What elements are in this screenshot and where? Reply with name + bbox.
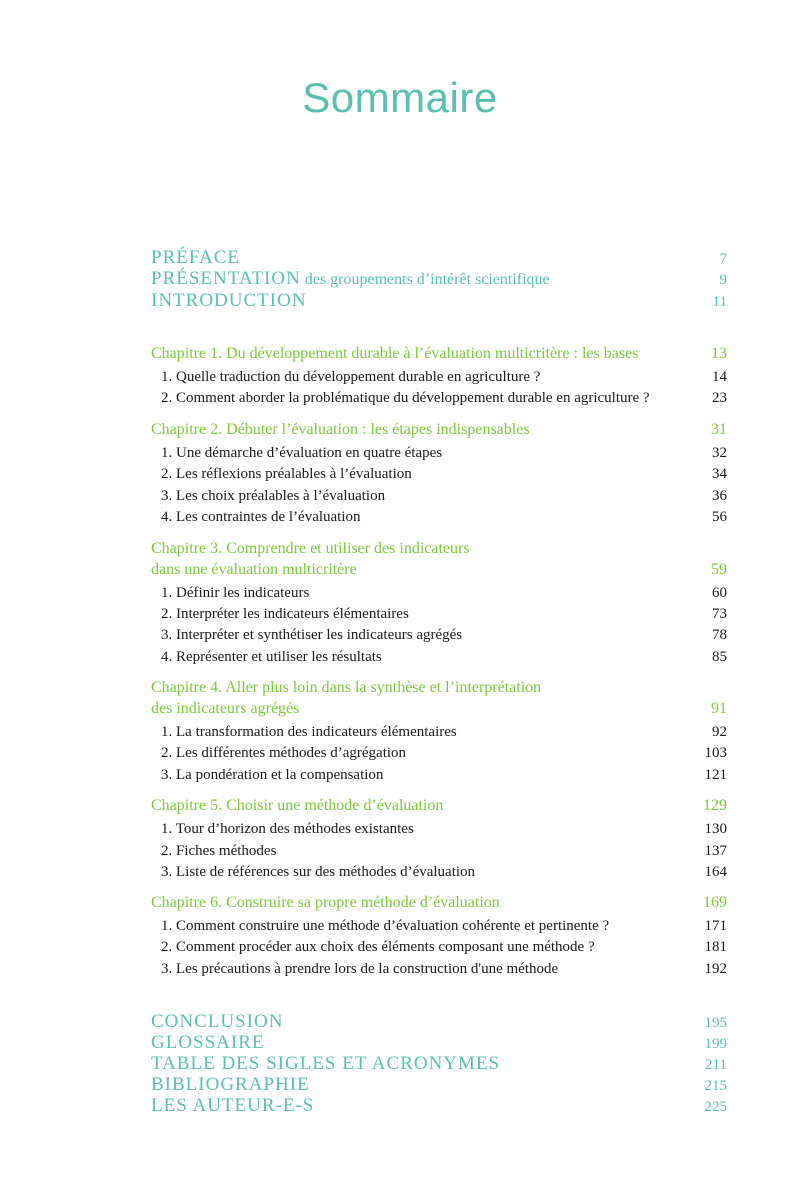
item-page: 92 bbox=[712, 724, 727, 740]
chapter-title-cont: dans une évaluation multicritère bbox=[151, 561, 357, 578]
item-label: 4. Représenter et utiliser les résultats bbox=[161, 649, 382, 665]
item-page: 34 bbox=[712, 466, 727, 482]
item-page: 60 bbox=[712, 585, 727, 601]
item-label: 2. Fiches méthodes bbox=[161, 843, 277, 859]
toc-item[interactable] bbox=[151, 767, 727, 784]
toc-item[interactable] bbox=[151, 649, 727, 666]
chapter-title: Chapitre 5. Choisir une méthode d’évaluation bbox=[151, 797, 444, 814]
item-label: 1. Tour d’horizon des méthodes existantes bbox=[161, 821, 414, 837]
toc-entry-introduction[interactable] bbox=[151, 290, 727, 312]
item-page: 14 bbox=[712, 369, 727, 385]
entry-page: 195 bbox=[704, 1015, 727, 1031]
toc-entry-auteurs[interactable] bbox=[151, 1095, 727, 1117]
chapter-page: 169 bbox=[703, 894, 727, 911]
toc-chapter-4-line1[interactable]: Chapitre 4. Aller plus loin dans la synthèse et l’interprétation bbox=[151, 679, 542, 696]
item-label: 1. Quelle traduction du développement durable en agriculture ? bbox=[161, 369, 541, 385]
toc-item[interactable] bbox=[151, 724, 727, 741]
chapter-title: Chapitre 1. Du développement durable à l’évaluation multicritère : les bases bbox=[151, 345, 639, 362]
item-page: 181 bbox=[704, 939, 727, 955]
item-label: 3. Les choix préalables à l’évaluation bbox=[161, 488, 386, 504]
item-page: 23 bbox=[712, 390, 727, 406]
item-page: 36 bbox=[712, 488, 727, 504]
toc-item[interactable] bbox=[151, 606, 727, 623]
entry-label: PRÉSENTATION bbox=[151, 268, 301, 289]
toc-item[interactable] bbox=[151, 745, 727, 762]
item-label: 2. Les différentes méthodes d’agrégation bbox=[161, 745, 407, 761]
toc-item[interactable] bbox=[151, 390, 727, 407]
entry-label: BIBLIOGRAPHIE bbox=[151, 1074, 310, 1095]
item-label: 3. La pondération et la compensation bbox=[161, 767, 384, 783]
entry-page: 11 bbox=[712, 294, 727, 310]
entry-subtitle: des groupements d’intérêt scientifique bbox=[300, 271, 550, 288]
item-label: 3. Liste de références sur des méthodes d’évaluation bbox=[161, 864, 476, 880]
toc-item[interactable] bbox=[151, 369, 727, 386]
item-page: 78 bbox=[712, 627, 727, 643]
item-label: 3. Interpréter et synthétiser les indicateurs agrégés bbox=[161, 627, 463, 643]
toc-item[interactable] bbox=[151, 918, 727, 935]
chapter-title: Chapitre 2. Débuter l’évaluation : les étapes indispensables bbox=[151, 421, 530, 438]
item-page: 103 bbox=[704, 745, 727, 761]
entry-page: 7 bbox=[719, 251, 727, 267]
toc-item[interactable] bbox=[151, 509, 727, 526]
entry-page: 215 bbox=[704, 1078, 727, 1094]
toc-chapter-3-line1[interactable]: Chapitre 3. Comprendre et utiliser des indicateurs bbox=[151, 540, 470, 557]
toc-chapter-3[interactable] bbox=[151, 561, 727, 579]
chapter-page: 91 bbox=[711, 700, 727, 717]
item-page: 56 bbox=[712, 509, 727, 525]
chapter-title: Chapitre 6. Construire sa propre méthode d’évaluation bbox=[151, 894, 500, 911]
toc-item[interactable] bbox=[151, 466, 727, 483]
item-label: 1. La transformation des indicateurs élémentaires bbox=[161, 724, 457, 740]
item-page: 73 bbox=[712, 606, 727, 622]
toc-entry-sigles[interactable] bbox=[151, 1053, 727, 1075]
toc-item[interactable] bbox=[151, 961, 727, 978]
entry-page: 211 bbox=[705, 1057, 727, 1073]
toc-item[interactable] bbox=[151, 488, 727, 505]
toc-entry-glossaire[interactable] bbox=[151, 1032, 727, 1054]
toc-item[interactable] bbox=[151, 585, 727, 602]
toc-entry-conclusion[interactable] bbox=[151, 1011, 727, 1033]
toc-entry-preface[interactable] bbox=[151, 247, 727, 269]
toc-entry-presentation[interactable] bbox=[151, 268, 727, 290]
entry-label: GLOSSAIRE bbox=[151, 1032, 265, 1053]
toc-item[interactable] bbox=[151, 843, 727, 860]
page-title: Sommaire bbox=[302, 74, 498, 121]
item-label: 2. Les réflexions préalables à l’évaluation bbox=[161, 466, 412, 482]
entry-page: 9 bbox=[719, 272, 727, 288]
toc-item[interactable] bbox=[151, 627, 727, 644]
entry-label: INTRODUCTION bbox=[151, 290, 307, 311]
toc-chapter-6[interactable] bbox=[151, 894, 727, 912]
item-label: 2. Comment procéder aux choix des éléments composant une méthode ? bbox=[161, 939, 595, 955]
toc-item[interactable] bbox=[151, 939, 727, 956]
item-label: 3. Les précautions à prendre lors de la construction d'une méthode bbox=[161, 961, 559, 977]
item-page: 121 bbox=[704, 767, 727, 783]
toc-chapter-2[interactable] bbox=[151, 421, 727, 439]
item-label: 2. Comment aborder la problématique du développement durable en agriculture ? bbox=[161, 390, 650, 406]
entry-label: CONCLUSION bbox=[151, 1011, 284, 1032]
toc-item[interactable] bbox=[151, 821, 727, 838]
chapter-title-cont: des indicateurs agrégés bbox=[151, 700, 300, 717]
toc-item[interactable] bbox=[151, 445, 727, 462]
chapter-page: 13 bbox=[711, 345, 727, 362]
item-page: 137 bbox=[704, 843, 727, 859]
item-page: 32 bbox=[712, 445, 727, 461]
chapter-page: 129 bbox=[703, 797, 727, 814]
entry-page: 225 bbox=[704, 1099, 727, 1115]
entry-label: LES AUTEUR-E-S bbox=[151, 1095, 315, 1116]
item-label: 2. Interpréter les indicateurs élémentaires bbox=[161, 606, 409, 622]
chapter-page: 59 bbox=[711, 561, 727, 578]
table-of-contents bbox=[151, 0, 727, 1201]
entry-page: 199 bbox=[704, 1036, 727, 1052]
item-label: 4. Les contraintes de l’évaluation bbox=[161, 509, 361, 525]
item-page: 130 bbox=[704, 821, 727, 837]
toc-entry-bibliographie[interactable] bbox=[151, 1074, 727, 1096]
chapter-page: 31 bbox=[711, 421, 727, 438]
item-page: 171 bbox=[704, 918, 727, 934]
toc-chapter-1[interactable] bbox=[151, 345, 727, 363]
item-page: 192 bbox=[704, 961, 727, 977]
item-label: 1. Comment construire une méthode d’évaluation cohérente et pertinente ? bbox=[161, 918, 610, 934]
item-page: 164 bbox=[704, 864, 727, 880]
item-label: 1. Définir les indicateurs bbox=[161, 585, 310, 601]
item-label: 1. Une démarche d’évaluation en quatre étapes bbox=[161, 445, 443, 461]
toc-chapter-4[interactable] bbox=[151, 700, 727, 718]
item-page: 85 bbox=[712, 649, 727, 665]
toc-item[interactable] bbox=[151, 864, 727, 881]
entry-label: PRÉFACE bbox=[151, 247, 241, 268]
entry-label: TABLE DES SIGLES ET ACRONYMES bbox=[151, 1053, 501, 1074]
toc-chapter-5[interactable] bbox=[151, 797, 727, 815]
